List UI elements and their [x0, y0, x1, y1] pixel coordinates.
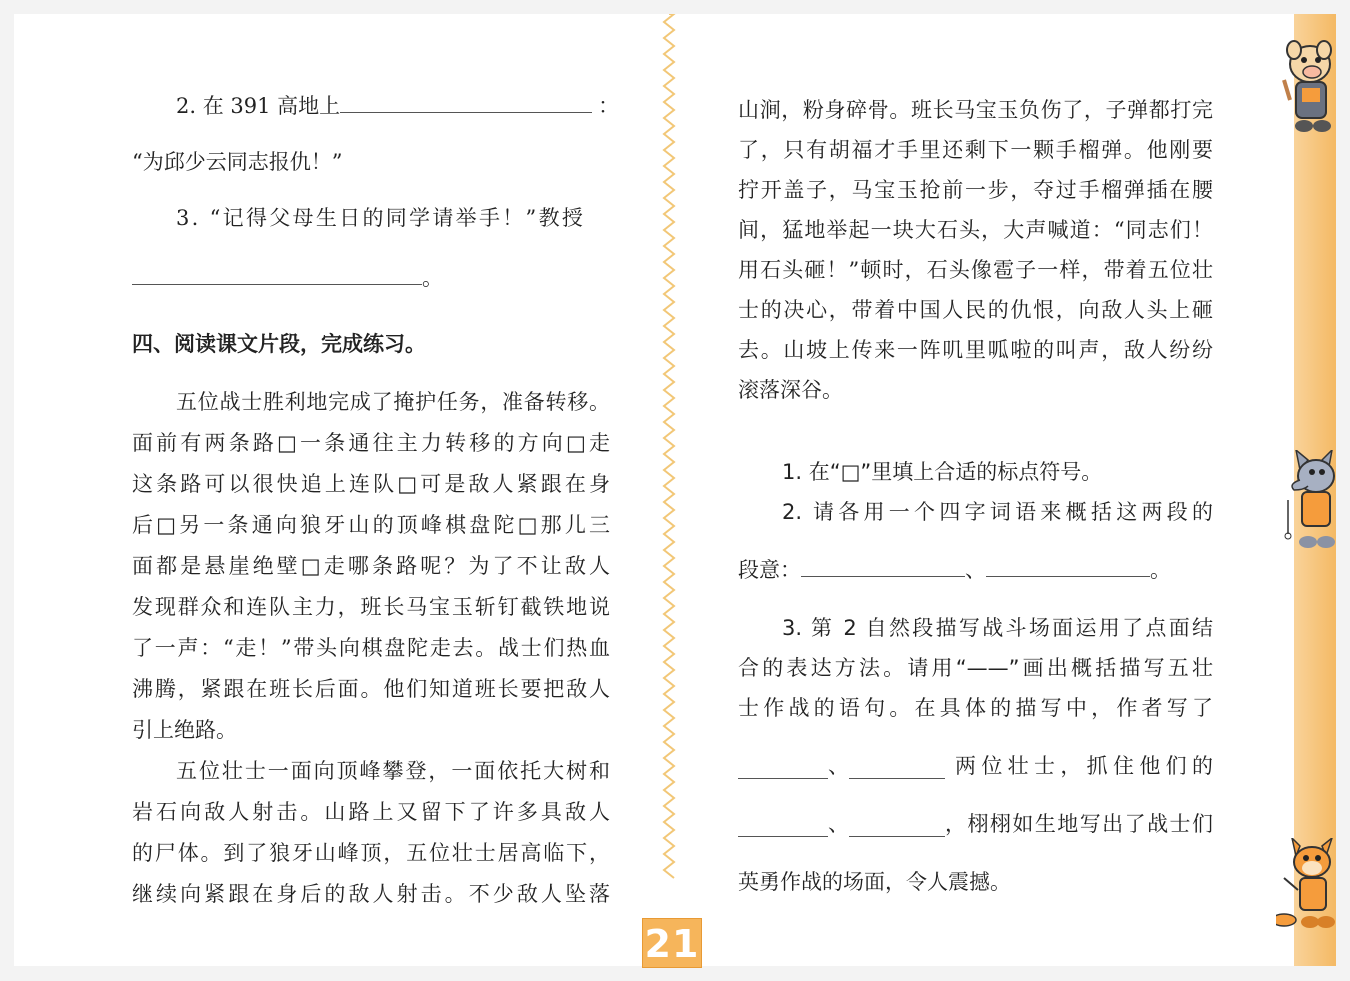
question-2-line2	[738, 550, 1213, 590]
question-3-line1: 3. 第 2 自然段描写战斗场面运用了点面结	[782, 616, 1213, 640]
question-3-line2: 合的表达方法。请用“——”画出概括描写五壮	[738, 656, 1213, 680]
passage-line: 这条路可以很快追上连队□可是敌人紧跟在身	[132, 472, 610, 496]
passage-line: 岩石向敌人射击。山路上又留下了许多具敌人	[132, 800, 610, 824]
answer-blank[interactable]	[986, 558, 1150, 577]
passage-line: 滚落深谷。	[738, 378, 843, 402]
question-3-text: ，栩栩如生地写出了战士们	[945, 812, 1213, 836]
section-heading: 四、阅读课文片段，完成练习。	[132, 332, 426, 356]
passage-left	[132, 382, 610, 914]
period: 。	[422, 266, 443, 290]
passage-line: 去。山坡上传来一阵叽里呱啦的叫声，敌人纷纷	[738, 338, 1213, 362]
passage-line: 后□另一条通向狼牙山的顶峰棋盘陀□那儿三	[132, 513, 610, 537]
question-3-line5	[738, 804, 1213, 844]
passage-line: 的尸体。到了狼牙山峰顶，五位壮士居高临下，	[132, 841, 610, 865]
question-2-text: 2. 在 391 高地上	[176, 94, 341, 118]
answer-blank[interactable]	[738, 760, 828, 779]
passage-line: 用石头砸！”顿时，石头像雹子一样，带着五位壮	[738, 258, 1213, 282]
passage-line: 了，只有胡福才手里还剩下一颗手榴弹。他刚要	[738, 138, 1213, 162]
answer-blank[interactable]	[738, 818, 828, 837]
question-3-answer	[132, 258, 610, 298]
answer-blank[interactable]	[340, 94, 592, 113]
question-2-line1: 2. 请各用一个四字词语来概括这两段的	[782, 500, 1213, 524]
passage-line: 面前有两条路□一条通往主力转移的方向□走	[132, 431, 610, 455]
page-number: 21	[642, 918, 702, 968]
cartoon-pig-icon	[1276, 40, 1338, 136]
period: 。	[1150, 558, 1171, 582]
separator: 、	[828, 754, 849, 778]
passage-line: 士的决心，带着中国人民的仇恨，向敌人头上砸	[738, 298, 1213, 322]
question-1: 1. 在“□”里填上合适的标点符号。	[782, 460, 1103, 484]
passage-line: 发现群众和连队主力，班长马宝玉斩钉截铁地说	[132, 595, 610, 619]
question-2-quote: “为邱少云同志报仇！”	[132, 150, 343, 174]
answer-blank[interactable]	[849, 818, 945, 837]
faint-bleed-through	[740, 433, 1040, 443]
passage-line: 五位战士胜利地完成了掩护任务，准备转移。	[176, 390, 610, 414]
passage-line: 引上绝路。	[132, 718, 237, 742]
right-column	[738, 90, 1213, 902]
question-3-line3: 士作战的语句。在具体的描写中，作者写了	[738, 696, 1213, 720]
passage-line: 继续向紧跟在身后的敌人射击。不少敌人坠落	[132, 882, 610, 906]
question-2	[132, 86, 620, 126]
question-3-line4	[738, 746, 1213, 786]
passage-line: 面都是悬崖绝壁□走哪条路呢？为了不让敌人	[132, 554, 610, 578]
cartoon-wolf-icon	[1278, 450, 1338, 552]
passage-line: 山涧，粉身碎骨。班长马宝玉负伤了，子弹都打完	[738, 98, 1213, 122]
separator: 、	[965, 558, 986, 582]
answer-blank[interactable]	[849, 760, 945, 779]
passage-line: 拧开盖子，马宝玉抢前一步，夺过手榴弹插在腰	[738, 178, 1213, 202]
separator: 、	[828, 812, 849, 836]
question-3-line6: 英勇作战的场面，令人震撼。	[738, 870, 1011, 894]
passage-line: 了一声：“走！”带头向棋盘陀走去。战士们热血	[132, 636, 610, 660]
left-column	[132, 86, 620, 914]
question-2-prefix: 段意：	[738, 558, 801, 582]
cartoon-fox-icon	[1276, 838, 1338, 932]
book-spine	[660, 14, 678, 882]
passage-line: 五位壮士一面向顶峰攀登，一面依托大树和	[176, 759, 610, 783]
colon: ：	[598, 94, 620, 118]
answer-blank[interactable]	[801, 558, 965, 577]
passage-line: 沸腾，紧跟在班长后面。他们知道班长要把敌人	[132, 677, 610, 701]
question-3-text: 两位壮士，抓住他们的	[955, 754, 1213, 778]
passage-line: 间，猛地举起一块大石头，大声喊道：“同志们！	[738, 218, 1213, 242]
question-3: 3. “记得父母生日的同学请举手！”教授	[176, 206, 586, 230]
passage-right	[738, 90, 1213, 410]
answer-blank[interactable]	[132, 266, 422, 285]
